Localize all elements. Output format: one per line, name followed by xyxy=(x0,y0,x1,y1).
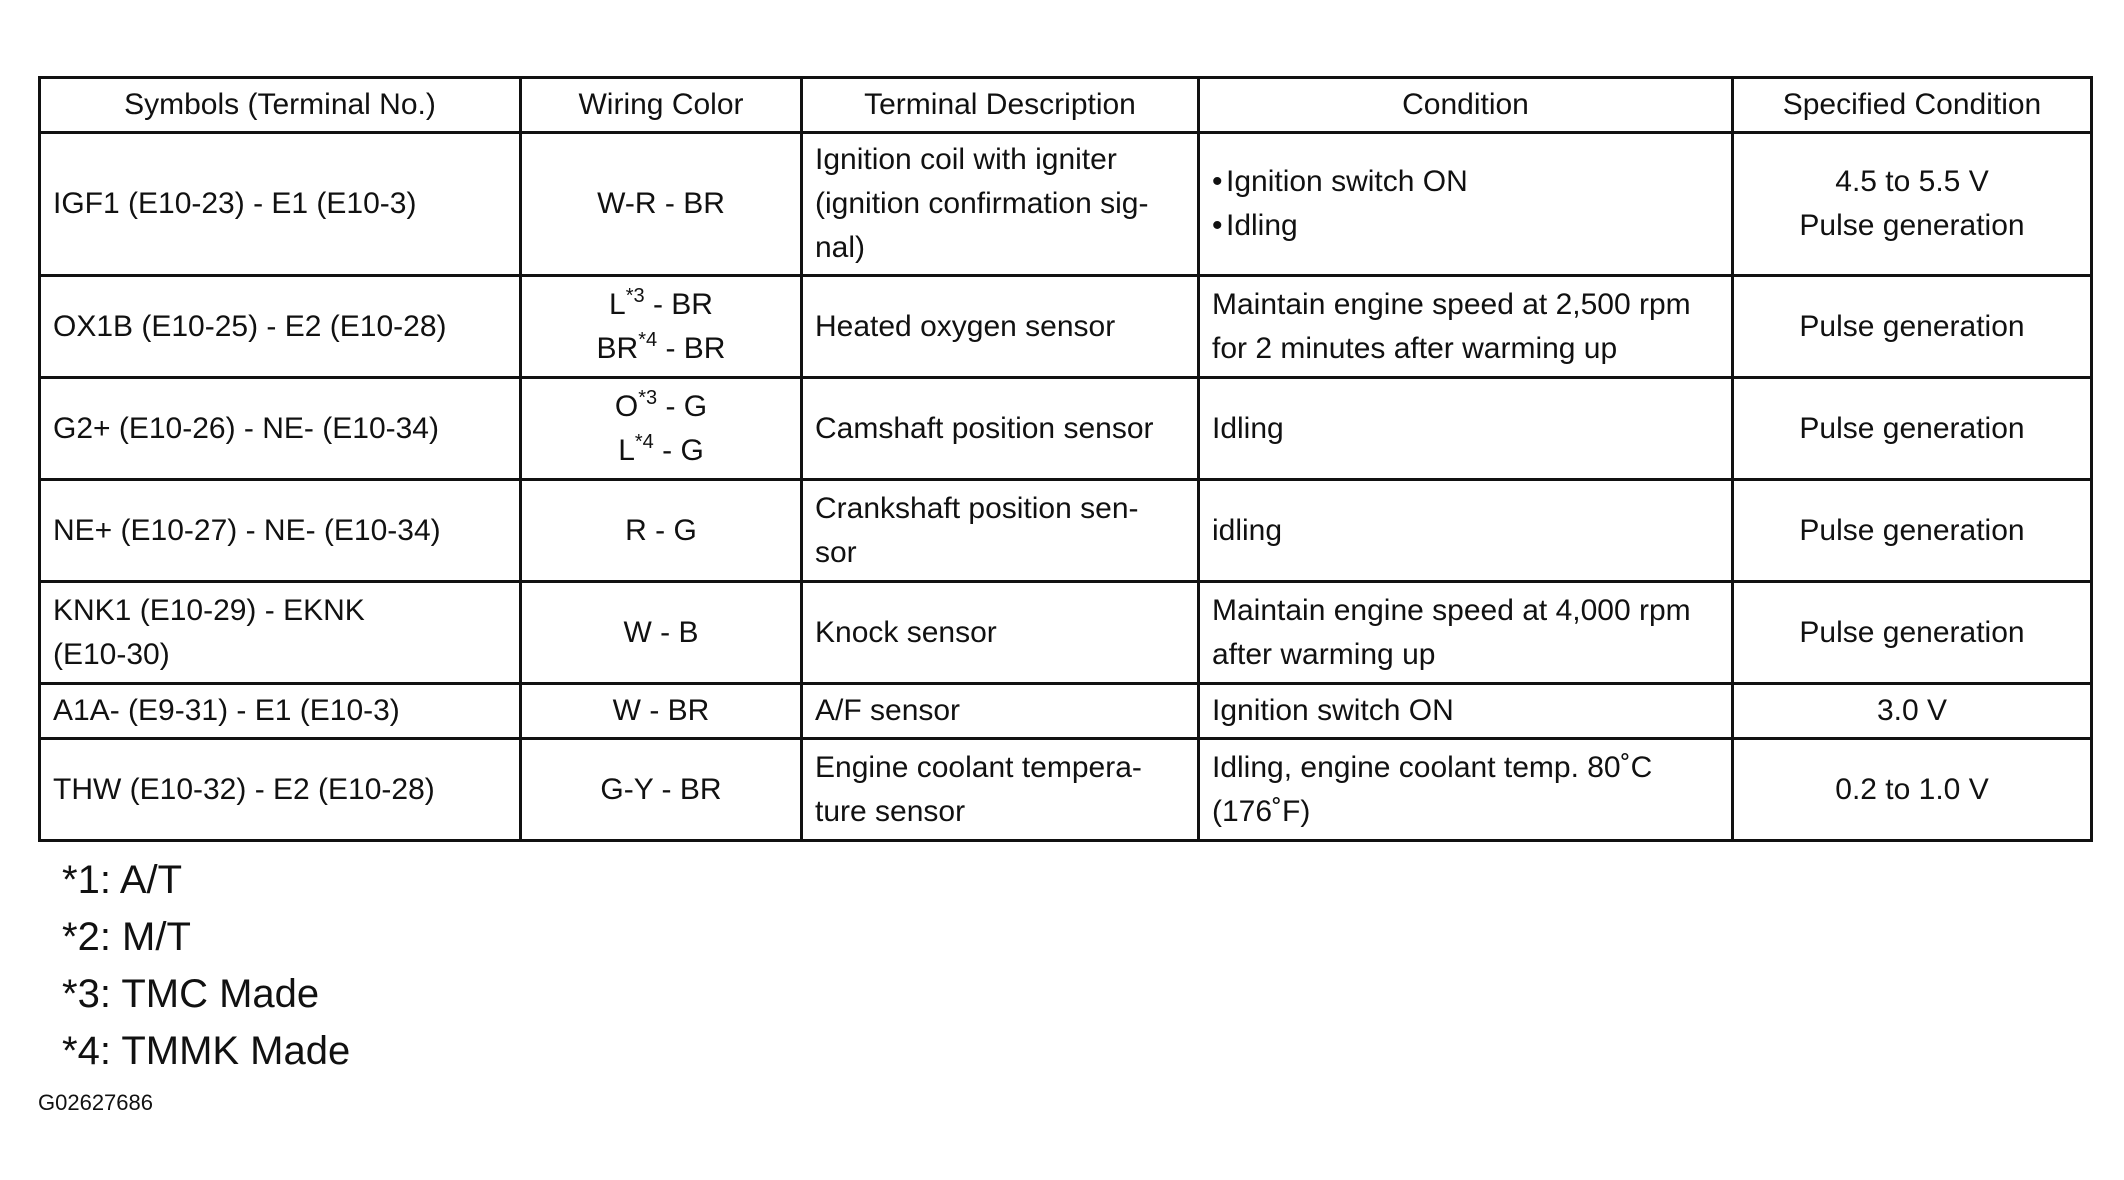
wiring-color-text xyxy=(534,429,788,473)
symbols-text: OX1B (E10-25) - E2 (E10-28) xyxy=(53,309,447,343)
condition-text xyxy=(1212,509,1719,553)
description-text: Camshaft position sensor xyxy=(815,411,1154,445)
cell-terminal-description xyxy=(802,480,1199,582)
table-row xyxy=(40,582,2092,684)
cell-symbols xyxy=(40,582,521,684)
cell-specified-condition xyxy=(1733,480,2092,582)
footnote-marker: *4 xyxy=(638,328,658,351)
condition-value: Ignition switch ON xyxy=(1212,694,1454,727)
symbols-text: IGF1 (E10-23) - E1 (E10-3) xyxy=(53,187,417,220)
symbols-text: (E10-30) xyxy=(53,637,170,671)
wiring-color-main: O xyxy=(614,389,639,423)
table-row xyxy=(40,133,2092,276)
cell-wiring-color xyxy=(521,582,802,684)
cell-symbols xyxy=(40,739,521,841)
condition-value: Idling xyxy=(1226,209,1298,242)
cell-condition xyxy=(1199,480,1733,582)
specified-text: 4.5 to 5.5 V xyxy=(1835,165,1989,198)
footnote-marker: *3 xyxy=(625,284,645,307)
wiring-color-main: G-Y - BR xyxy=(600,772,722,806)
footnote: *2: M/T xyxy=(62,915,191,959)
cell-specified-condition xyxy=(1733,582,2092,684)
header-symbols: Symbols (Terminal No.) xyxy=(40,78,521,133)
condition-text xyxy=(1212,204,1719,248)
wiring-color-main: W - B xyxy=(623,615,699,649)
footnotes xyxy=(38,852,2090,1080)
condition-value: Idling xyxy=(1212,411,1284,445)
cell-condition xyxy=(1199,582,1733,684)
condition-text xyxy=(1212,589,1719,633)
specified-text: Pulse generation xyxy=(1799,209,2025,242)
cell-symbols xyxy=(40,276,521,378)
description-text: nal) xyxy=(815,231,866,264)
wiring-color-text xyxy=(534,385,788,429)
condition-text xyxy=(1212,689,1719,733)
cell-condition xyxy=(1199,276,1733,378)
wiring-color-tail: - BR xyxy=(657,331,726,365)
footnote-marker: *3 xyxy=(638,386,658,409)
wiring-color-tail: - G xyxy=(657,389,708,423)
figure-id: G02627686 xyxy=(38,1090,153,1115)
condition-value: Idling, engine coolant temp. 80˚C xyxy=(1212,750,1653,784)
cell-terminal-description xyxy=(802,582,1199,684)
wiring-color-main: L xyxy=(618,433,635,467)
specified-text: Pulse generation xyxy=(1799,309,2025,343)
cell-wiring-color xyxy=(521,276,802,378)
description-text: Heated oxygen sensor xyxy=(815,309,1116,343)
wiring-color-text xyxy=(534,327,788,371)
cell-wiring-color xyxy=(521,378,802,480)
cell-specified-condition xyxy=(1733,276,2092,378)
wiring-color-tail: - BR xyxy=(644,287,713,321)
symbols-text: KNK1 (E10-29) - EKNK xyxy=(53,593,365,627)
wiring-color-text xyxy=(534,768,788,812)
cell-terminal-description xyxy=(802,684,1199,739)
cell-condition xyxy=(1199,133,1733,276)
symbols-text: NE+ (E10-27) - NE- (E10-34) xyxy=(53,513,441,547)
terminal-spec-table xyxy=(38,76,2093,842)
symbols-text: G2+ (E10-26) - NE- (E10-34) xyxy=(53,411,439,445)
cell-condition xyxy=(1199,684,1733,739)
table-row xyxy=(40,276,2092,378)
table-body xyxy=(40,133,2092,841)
table-row xyxy=(40,684,2092,739)
cell-symbols xyxy=(40,684,521,739)
specified-text: Pulse generation xyxy=(1799,615,2025,649)
cell-symbols xyxy=(40,378,521,480)
condition-value: Maintain engine speed at 2,500 rpm xyxy=(1212,287,1691,321)
table-row xyxy=(40,378,2092,480)
cell-terminal-description xyxy=(802,378,1199,480)
condition-value: (176˚F) xyxy=(1212,794,1311,828)
header-wiring-color: Wiring Color xyxy=(521,78,802,133)
cell-condition xyxy=(1199,739,1733,841)
bullet-icon: • xyxy=(1212,165,1223,198)
cell-wiring-color xyxy=(521,133,802,276)
wiring-color-main: W - BR xyxy=(612,694,710,727)
footnote-marker: *4 xyxy=(634,430,654,453)
cell-specified-condition xyxy=(1733,378,2092,480)
condition-text xyxy=(1212,283,1719,327)
description-text: A/F sensor xyxy=(815,694,961,727)
condition-value: after warming up xyxy=(1212,637,1436,671)
description-text: sor xyxy=(815,535,857,569)
footnote: *1: A/T xyxy=(62,858,183,902)
condition-text xyxy=(1212,160,1719,204)
condition-value: idling xyxy=(1212,513,1283,547)
cell-terminal-description xyxy=(802,276,1199,378)
wiring-color-text xyxy=(534,283,788,327)
condition-value: for 2 minutes after warming up xyxy=(1212,331,1618,365)
description-text: Knock sensor xyxy=(815,615,997,649)
symbols-text: A1A- (E9-31) - E1 (E10-3) xyxy=(53,694,400,727)
wiring-color-text xyxy=(534,182,788,226)
wiring-color-main: BR xyxy=(596,331,639,365)
wiring-color-text xyxy=(534,611,788,655)
table-row xyxy=(40,739,2092,841)
symbols-text: THW (E10-32) - E2 (E10-28) xyxy=(53,772,435,806)
bullet-icon: • xyxy=(1212,209,1223,242)
condition-value: Ignition switch ON xyxy=(1226,165,1468,198)
description-text: Crankshaft position sen- xyxy=(815,491,1139,525)
wiring-color-tail: - G xyxy=(653,433,704,467)
condition-text xyxy=(1212,633,1719,677)
wiring-color-main: R - G xyxy=(625,513,697,547)
cell-symbols xyxy=(40,133,521,276)
cell-specified-condition xyxy=(1733,133,2092,276)
table-header-row xyxy=(40,78,2092,133)
wiring-color-text xyxy=(534,689,788,733)
specified-text: 0.2 to 1.0 V xyxy=(1835,772,1989,806)
cell-specified-condition xyxy=(1733,739,2092,841)
table-row xyxy=(40,480,2092,582)
condition-text xyxy=(1212,790,1719,834)
cell-wiring-color xyxy=(521,684,802,739)
header-specified-condition: Specified Condition xyxy=(1733,78,2092,133)
cell-condition xyxy=(1199,378,1733,480)
wiring-color-main: W-R - BR xyxy=(597,187,725,220)
footnote: *3: TMC Made xyxy=(62,972,320,1016)
document-sheet xyxy=(38,76,2090,1118)
cell-wiring-color xyxy=(521,739,802,841)
header-condition: Condition xyxy=(1199,78,1733,133)
cell-wiring-color xyxy=(521,480,802,582)
condition-text xyxy=(1212,746,1719,790)
condition-text xyxy=(1212,327,1719,371)
wiring-color-main: L xyxy=(609,287,626,321)
description-text: Engine coolant tempera- xyxy=(815,750,1142,784)
specified-text: 3.0 V xyxy=(1876,694,1948,727)
cell-terminal-description xyxy=(802,133,1199,276)
condition-value: Maintain engine speed at 4,000 rpm xyxy=(1212,593,1691,627)
condition-text xyxy=(1212,407,1719,451)
cell-terminal-description xyxy=(802,739,1199,841)
cell-specified-condition xyxy=(1733,684,2092,739)
cell-symbols xyxy=(40,480,521,582)
wiring-color-text xyxy=(534,509,788,553)
header-terminal-description: Terminal Description xyxy=(802,78,1199,133)
specified-text: Pulse generation xyxy=(1799,411,2025,445)
specified-text: Pulse generation xyxy=(1799,513,2025,547)
footnote: *4: TMMK Made xyxy=(62,1029,351,1073)
description-text: ture sensor xyxy=(815,794,966,828)
description-text: Ignition coil with igniter xyxy=(815,143,1117,176)
description-text: (ignition confirmation sig- xyxy=(815,187,1149,220)
